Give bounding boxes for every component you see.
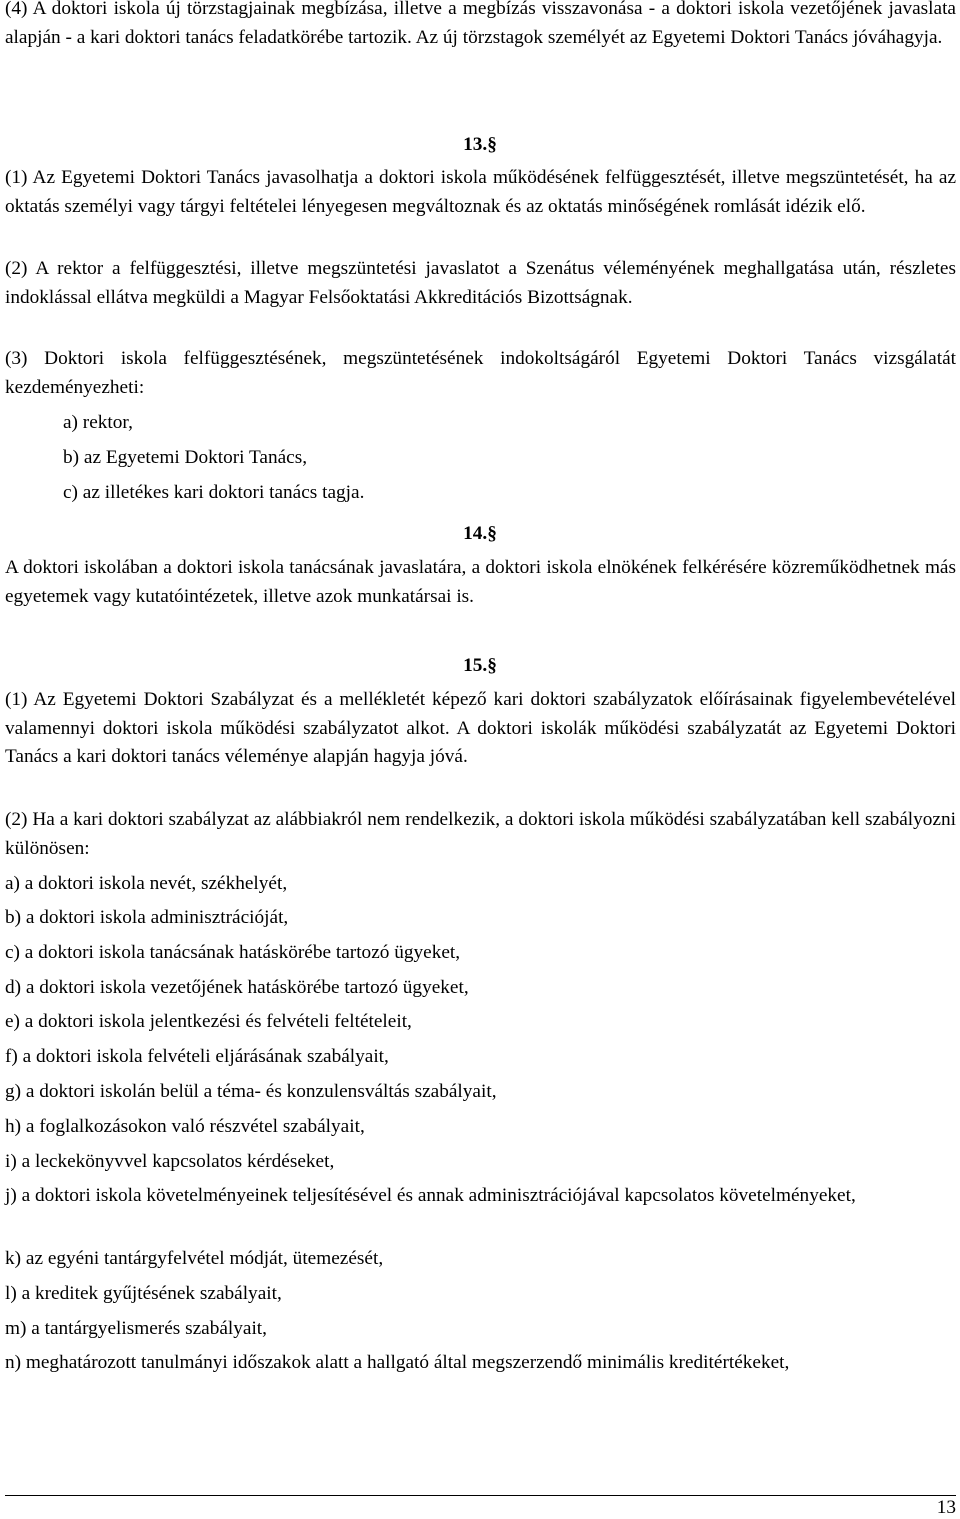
list-item: g) a doktori iskolán belül a téma- és konzulensváltás szabályait, [5,1081,497,1102]
list-item: c) a doktori iskola tanácsának hatáskörébe tartozó ügyeket, [5,942,461,963]
footer-divider [5,1495,956,1496]
section-heading-13 [0,131,960,159]
list-item: j) a doktori iskola követelményeinek teljesítésével és annak adminisztrációjával kapcsolatos követelményeket, [5,1185,856,1206]
list-item: c) az illetékes kari doktori tanács tagja. [63,482,365,503]
paragraph-15-2: (2) Ha a kari doktori szabályzat az alábbiakról nem rendelkezik, a doktori iskola működési szabályzatában kell szabályozni különösen: [5,809,956,859]
section-symbol: § [487,655,497,676]
paragraph-14: A doktori iskolában a doktori iskola tanácsának javaslatára, a doktori iskola elnökének felkérésére közreműködhetnek más egyetemek vagy kutatóintézetek, illetve azok munkatársai is. [5,557,956,607]
list-item: m) a tantárgyelismerés szabályait, [5,1318,267,1339]
paragraph-15-1: (1) Az Egyetemi Doktori Szabályzat és a mellékletét képező kari doktori szabályzatok előírásainak figyelembevételével valamennyi doktori iskola működési szabályzatot alkot. A doktori iskolák működési szabályzatát az Egyetemi Doktori Tanács a kari doktori tanács véleménye alapján hagyja jóvá. [5,689,956,768]
paragraph-13-1: (1) Az Egyetemi Doktori Tanács javasolhatja a doktori iskola működésének felfüggesztését, illetve megszüntetését, ha az oktatás személyi vagy tárgyi feltételei lényegesen megváltoznak és az oktatás minőségének romlását idézik elő. [5,167,956,217]
list-item: k) az egyéni tantárgyfelvétel módját, ütemezését, [5,1248,384,1269]
section-symbol: § [487,134,497,155]
list-item: a) a doktori iskola nevét, székhelyét, [5,873,288,894]
list-item: a) rektor, [63,412,133,433]
paragraph-13-3: (3) Doktori iskola felfüggesztésének, megszüntetésének indokoltságáról Egyetemi Doktori Tanács vizsgálatát kezdeményezheti: [5,348,956,398]
section-number: 15. [463,655,488,676]
paragraph-13-2: (2) A rektor a felfüggesztési, illetve megszüntetési javaslatot a Szenátus véleményének meghallgatása után, részletes indoklással ellátva megküldi a Magyar Felsőoktatási Akkreditációs Bizottságnak. [5,258,956,308]
list-item: h) a foglalkozásokon való részvétel szabályait, [5,1116,365,1137]
list-item: n) meghatározott tanulmányi időszakok alatt a hallgató által megszerzendő minimális kreditértékeket, [5,1352,790,1373]
section-symbol: § [487,523,497,544]
list-item: b) a doktori iskola adminisztrációját, [5,907,289,928]
list-item: e) a doktori iskola jelentkezési és felvételi feltételeit, [5,1011,412,1032]
list-item: l) a kreditek gyűjtésének szabályait, [5,1283,282,1304]
section-number: 14. [463,523,488,544]
list-item: f) a doktori iskola felvételi eljárásának szabályait, [5,1046,389,1067]
paragraph-12-4: (4) A doktori iskola új törzstagjainak megbízása, illetve a megbízás visszavonása - a doktori iskola vezetőjének javaslata alapján - a kari doktori tanács feladatkörébe tartozik. Az új törzstagok személyét az Egyetemi Doktori Tanács jóváhagyja. [5,0,956,48]
page-number: 13 [936,1497,956,1518]
list-item: i) a leckekönyvvel kapcsolatos kérdéseket, [5,1151,335,1172]
section-number: 13. [463,134,488,155]
section-heading-14 [0,520,960,548]
list-item: b) az Egyetemi Doktori Tanács, [63,447,308,468]
section-heading-15 [0,652,960,680]
list-item: d) a doktori iskola vezetőjének hatáskörébe tartozó ügyeket, [5,977,469,998]
